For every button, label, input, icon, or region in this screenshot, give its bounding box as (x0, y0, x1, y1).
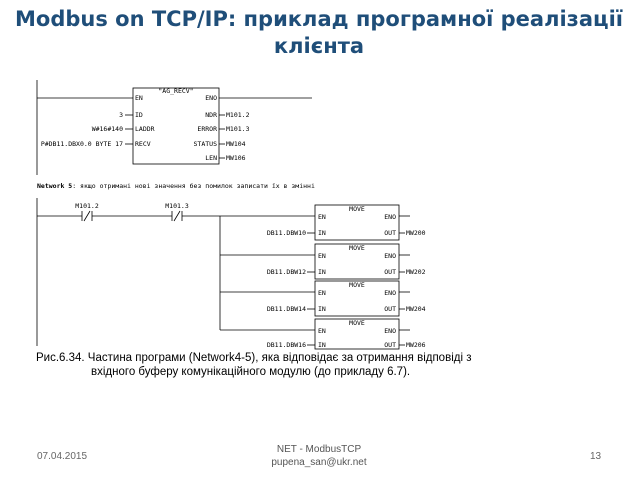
contact2-slash (174, 211, 180, 221)
title-line-1: Modbus on TCP/IP: приклад програмної реалізації (15, 7, 623, 31)
caption-line-2: вхідного буферу комунікаційного модулю (до прикладу 6.7). (91, 366, 411, 378)
pin-en: EN (135, 94, 143, 102)
move-in-operand: DB11.DBW16 (266, 341, 306, 349)
input-id: 3 (119, 111, 123, 119)
title-line-2: клієнта (273, 34, 365, 58)
pin-laddr: LADDR (135, 125, 155, 133)
ag-recv-name: "AG_RECV" (158, 87, 194, 95)
contact2-label: M101.3 (165, 202, 189, 210)
move-out-operand: MW200 (406, 229, 426, 237)
move-name: MOVE (349, 319, 365, 327)
move-name: MOVE (349, 205, 365, 213)
move-eno: ENO (384, 252, 396, 260)
move-out-pin: OUT (384, 305, 396, 313)
pin-eno: ENO (205, 94, 217, 102)
move-in-pin: IN (318, 341, 326, 349)
move-en: EN (318, 327, 326, 335)
footer-center (0, 443, 638, 469)
output-ndr: M101.2 (226, 111, 250, 119)
network5-label-text: : якщо отримані нові значення без помилок записати їх в змінні (72, 182, 315, 190)
network5-label-bold: Network 5 (37, 182, 73, 190)
move-in-pin: IN (318, 268, 326, 276)
figure-caption (36, 351, 596, 379)
move-out-operand: MW202 (406, 268, 426, 276)
move-in-pin: IN (318, 229, 326, 237)
move-in-operand: DB11.DBW14 (266, 305, 306, 313)
pin-ndr: NDR (205, 111, 217, 119)
move-en: EN (318, 289, 326, 297)
footer-email: pupena_san@ukr.net (271, 457, 367, 468)
move-out-operand: MW204 (406, 305, 426, 313)
caption-line-1: Рис.6.34. Частина програми (Network4-5), яка відповідає за отримання відповіді з (36, 352, 472, 364)
move-in-operand: DB11.DBW10 (266, 229, 306, 237)
input-laddr: W#16#140 (91, 125, 123, 133)
move-out-pin: OUT (384, 268, 396, 276)
output-error: M101.3 (226, 125, 250, 133)
contact1-label: M101.2 (75, 202, 99, 210)
pin-error: ERROR (197, 125, 217, 133)
output-len: MW106 (226, 154, 246, 162)
pin-id: ID (135, 111, 143, 119)
pin-recv: RECV (135, 140, 151, 148)
page-number: 13 (590, 451, 602, 462)
pin-len: LEN (205, 154, 217, 162)
move-out-pin: OUT (384, 341, 396, 349)
footer-course: NET - ModbusTCP (276, 444, 362, 455)
move-name: MOVE (349, 244, 365, 252)
move-in-operand: DB11.DBW12 (266, 268, 306, 276)
network5-label (37, 182, 315, 190)
input-recv: P#DB11.DBX0.0 BYTE 17 (40, 140, 123, 148)
contact1-slash (84, 211, 90, 221)
move-name: MOVE (349, 281, 365, 289)
move-out-operand: MW206 (406, 341, 426, 349)
move-en: EN (318, 252, 326, 260)
move-eno: ENO (384, 289, 396, 297)
pin-status: STATUS (193, 140, 217, 148)
move-out-pin: OUT (384, 229, 396, 237)
move-eno: ENO (384, 327, 396, 335)
output-status: MW104 (226, 140, 246, 148)
move-eno: ENO (384, 213, 396, 221)
move-in-pin: IN (318, 305, 326, 313)
footer-date: 07.04.2015 (37, 451, 88, 462)
move-en: EN (318, 213, 326, 221)
